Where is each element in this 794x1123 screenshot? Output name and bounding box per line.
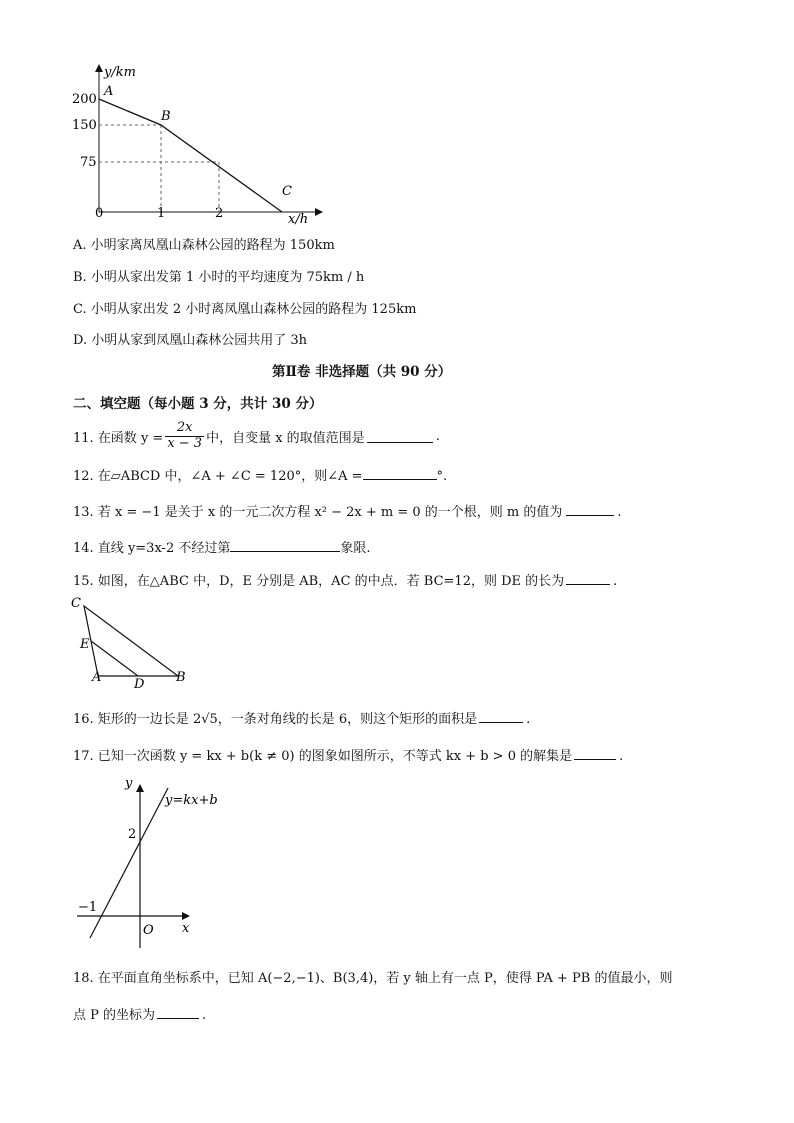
q16-end: . [526, 712, 531, 727]
option-b: B. 小明从家出发第 1 小时的平均速度为 75km / h [73, 270, 365, 285]
distance-line [99, 99, 282, 212]
q16-text: 16. 矩形的一边长是 2√5，一条对角线的长是 6，则这个矩形的面积是 [73, 712, 478, 727]
q13-answer-blank[interactable] [566, 503, 614, 516]
x-axis-arrow [315, 208, 323, 216]
question-17 [73, 745, 623, 764]
q13-end: . [617, 505, 622, 520]
label-a: A [92, 670, 102, 685]
q11-fraction [165, 421, 204, 451]
q11-prefix: 11. 在函数 y = [73, 430, 164, 446]
triangle-abc [84, 606, 178, 676]
question-18-line2 [73, 1004, 206, 1023]
question-11 [73, 418, 440, 454]
q17-text: 17. 已知一次函数 y = kx + b(k ≠ 0) 的图象如图所示，不等式 kx + b > 0 的解集是 [73, 749, 573, 764]
q11-numerator: 2x [165, 421, 204, 436]
label-e: E [80, 637, 90, 652]
label-c: C [71, 596, 81, 611]
section-title: 第Ⅱ卷 非选择题（共 90 分） [272, 364, 452, 380]
q14-text: 14. 直线 y=3x-2 不经过第 [73, 541, 231, 556]
label-d: D [134, 677, 145, 692]
q16-answer-blank[interactable] [479, 710, 523, 723]
graph2-y-arrow [136, 784, 144, 792]
y-axis-label: y/km [104, 65, 136, 80]
q11-end: . [435, 428, 440, 444]
y-tick-150: 150 [72, 118, 97, 133]
q12-end: °. [436, 469, 448, 484]
x-tick-1: 1 [157, 206, 166, 221]
question-16 [73, 708, 530, 727]
option-d: D. 小明从家到凤凰山森林公园共用了 3h [73, 333, 308, 348]
distance-time-graph [60, 60, 330, 225]
q12-text: 12. 在▱ABCD 中，∠A + ∠C = 120°，则∠A = [73, 469, 363, 484]
q15-text: 15. 如图，在△ABC 中，D，E 分别是 AB，AC 的中点．若 BC=12，则 DE 的长为 [73, 574, 565, 589]
q17-answer-blank[interactable] [574, 747, 616, 760]
linear-function-graph [72, 770, 218, 950]
q12-answer-blank[interactable] [363, 467, 437, 480]
y-tick-200: 200 [72, 92, 97, 107]
option-a: A. 小明家离凤凰山森林公园的路程为 150km [73, 238, 335, 253]
question-18-line1: 18. 在平面直角坐标系中，已知 A(−2,−1)、B(3,4)，若 y 轴上有一点 P，使得 PA + PB 的值最小，则 [73, 971, 673, 986]
triangle-figure [66, 590, 196, 690]
point-b-label: B [161, 109, 171, 124]
graph2-x-arrow [182, 912, 190, 920]
q13-text: 13. 若 x = −1 是关于 x 的一元二次方程 x² − 2x + m = 0 的一个根，则 m 的值为 [73, 505, 563, 520]
point-a-label: A [104, 84, 114, 99]
q14-end: 象限. [340, 541, 371, 556]
label-b: B [176, 670, 186, 685]
graph2-x-intercept: −1 [78, 900, 98, 915]
q18-text: 点 P 的坐标为 [73, 1008, 156, 1023]
q18-answer-blank[interactable] [157, 1006, 199, 1019]
q15-end: . [613, 574, 618, 589]
x-tick-2: 2 [215, 206, 224, 221]
x-tick-0: 0 [95, 206, 104, 221]
q11-answer-blank[interactable] [367, 430, 433, 443]
graph2-y-intercept: 2 [128, 827, 137, 842]
question-15 [73, 570, 617, 589]
x-axis-label: x/h [288, 212, 309, 227]
q11-denominator: x − 3 [167, 435, 203, 451]
graph2-line-label: y=kx+b [165, 793, 218, 808]
q14-answer-blank[interactable] [230, 539, 340, 552]
y-axis-arrow [95, 64, 103, 72]
question-14 [73, 537, 371, 556]
fill-in-heading: 二、填空题（每小题 3 分，共计 30 分） [73, 396, 323, 412]
graph2-origin-label: O [143, 923, 154, 938]
question-12 [73, 465, 447, 484]
graph2-y-label: y [125, 776, 133, 791]
q18-end: . [202, 1008, 207, 1023]
q11-suffix: 中，自变量 x 的取值范围是 [206, 430, 365, 446]
point-c-label: C [282, 184, 292, 199]
question-13 [73, 501, 622, 520]
q15-answer-blank[interactable] [566, 572, 610, 585]
y-tick-75: 75 [80, 155, 97, 170]
q17-end: . [619, 749, 624, 764]
option-c: C. 小明从家出发 2 小时离凤凰山森林公园的路程为 125km [73, 302, 417, 317]
graph2-x-label: x [182, 921, 190, 936]
